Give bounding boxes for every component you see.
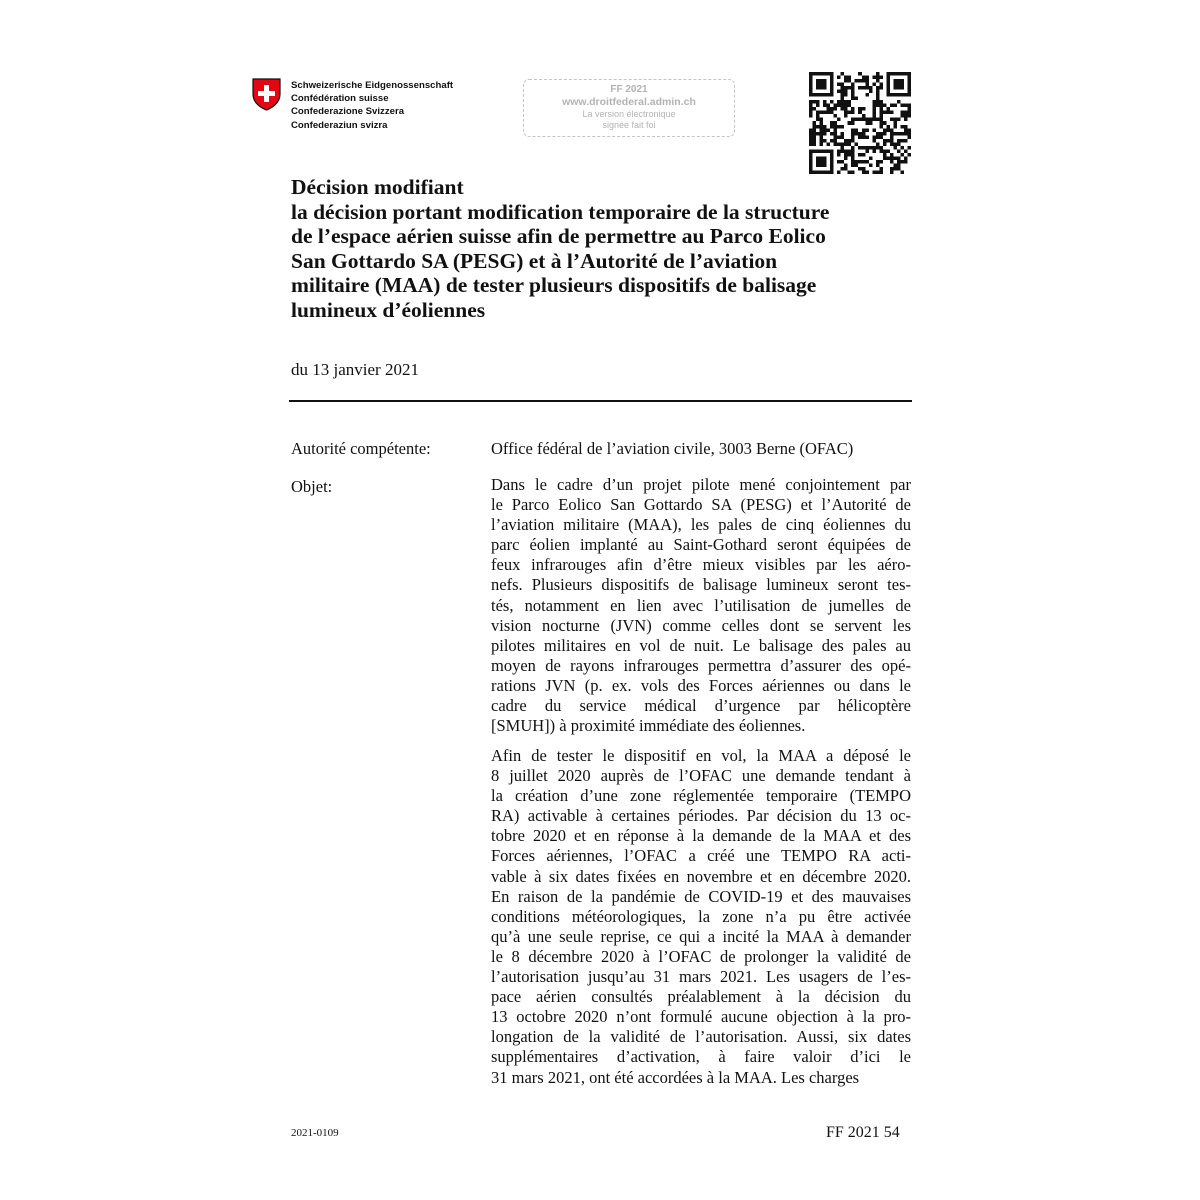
paragraph-line: supplémentaires d’activation, à faire valoir d’ici le	[491, 1047, 911, 1067]
paragraph-line: pilotes militaires en vol de nuit. Le balisage des pales au	[491, 635, 911, 655]
paragraph-line: tobre 2020 et en réponse à la demande de la MAA et des	[491, 826, 911, 846]
paragraph-line: feux infrarouges afin d’être mieux visibles par les aéro-	[491, 555, 911, 575]
paragraph-line: RA) activable à certaines périodes. Par décision du 13 oc-	[491, 806, 911, 826]
title-line: lumineux d’éoliennes	[291, 297, 486, 322]
authority-label: Autorité compétente:	[291, 439, 431, 458]
title-divider	[289, 400, 912, 402]
qr-code-icon	[809, 72, 911, 174]
decision-date: du 13 janvier 2021	[291, 360, 419, 379]
confederation-name-it: Confederazione Svizzera	[291, 106, 405, 118]
title-line: la décision portant modification temporaire de la structure	[291, 199, 830, 224]
object-paragraph-1	[491, 475, 911, 736]
paragraph-line: En raison de la pandémie de COVID-19 et des mauvaises	[491, 886, 911, 906]
confederation-name-de: Schweizerische Eidgenossenschaft	[291, 80, 454, 91]
paragraph-line: cadre du service médical d’urgence par hélicoptère	[491, 696, 911, 716]
confederation-name-fr: Confédération suisse	[291, 93, 389, 105]
document-number: 2021-0109	[291, 1127, 339, 1139]
title-line: de l’espace aérien suisse afin de permettre au Parco Eolico	[291, 224, 826, 248]
paragraph-line: moyen de rayons infrarouges permettra d’assurer des opé-	[491, 655, 911, 675]
title-line: San Gottardo SA (PESG) et à l’Autorité de l’aviation	[291, 248, 778, 273]
title-line: militaire (MAA) de tester plusieurs dispositifs de balisage	[291, 273, 817, 297]
paragraph-line: l’autorisation jusqu’au 31 mars 2021. Les usagers de l’es-	[491, 967, 911, 987]
document-title	[291, 175, 921, 322]
paragraph-line: rations JVN (p. ex. vols des Forces aériennes ou dans le	[491, 675, 911, 695]
paragraph-line: Dans le cadre d’un projet pilote mené conjointement par	[491, 475, 911, 494]
paragraph-line: le Parco Eolico San Gottardo SA (PESG) et l’Autorité de	[491, 495, 911, 515]
paragraph-line: conditions météorologiques, la zone n’a pu être activée	[491, 906, 911, 926]
paragraph-line: longation de la validité de l’autorisation. Aussi, six dates	[491, 1027, 911, 1047]
paragraph-line: 8 juillet 2020 auprès de l’OFAC une demande tendant à	[491, 766, 911, 786]
confederation-name-rm: Confederaziun svizra	[291, 119, 388, 131]
electronic-version-stamp	[523, 79, 735, 137]
paragraph-line: Forces aériennes, l’OFAC a créé une TEMPO RA acti-	[491, 846, 911, 866]
swiss-cross-shield-icon	[252, 78, 281, 111]
paragraph-line: pace aérien consultés préalablement à la décision du	[491, 987, 911, 1007]
paragraph-line: qu’à une seule reprise, ce qui a incité la MAA à demander	[491, 926, 911, 946]
paragraph-line: 31 mars 2021, ont été accordées à la MAA. Les charges	[491, 1067, 860, 1087]
paragraph-line: l’aviation militaire (MAA), les pales de cinq éoliennes du	[491, 515, 911, 535]
paragraph-line: Afin de tester le dispositif en vol, la MAA a déposé le	[491, 746, 911, 765]
paragraph-line: nefs. Plusieurs dispositifs de balisage lumineux seront tes-	[491, 575, 911, 595]
paragraph-line: tés, notamment en lien avec l’utilisation de jumelles de	[491, 595, 911, 615]
paragraph-line: vable à six dates fixées en novembre et en décembre 2020.	[491, 866, 911, 886]
paragraph-line: 13 octobre 2020 n’ont formulé aucune objection à la pro-	[491, 1007, 911, 1027]
confederation-names	[291, 79, 453, 132]
paragraph-line: la création d’une zone réglementée temporaire (TEMPO	[491, 786, 911, 806]
object-label: Objet:	[291, 477, 333, 496]
stamp-issue: FF 2021	[610, 84, 648, 95]
paragraph-line: parc éolien implanté au Saint-Gothard seront équipées de	[491, 535, 911, 555]
object-paragraph-2	[491, 746, 911, 1088]
stamp-note-2: signée fait foi	[602, 120, 656, 130]
page-reference: FF 2021 54	[826, 1124, 900, 1141]
stamp-url: www.droitfederal.admin.ch	[562, 96, 696, 108]
stamp-note-1: La version électronique	[582, 109, 676, 119]
paragraph-line: vision nocturne (JVN) comme celles dont se servent les	[491, 615, 911, 635]
paragraph-line: [SMUH]) à proximité immédiate des éoliennes.	[491, 716, 806, 736]
paragraph-line: le 8 décembre 2020 à l’OFAC de prolonger la validité de	[491, 946, 911, 966]
authority-value: Office fédéral de l’aviation civile, 3003 Berne (OFAC)	[491, 439, 854, 458]
title-line: Décision modifiant	[291, 175, 464, 199]
